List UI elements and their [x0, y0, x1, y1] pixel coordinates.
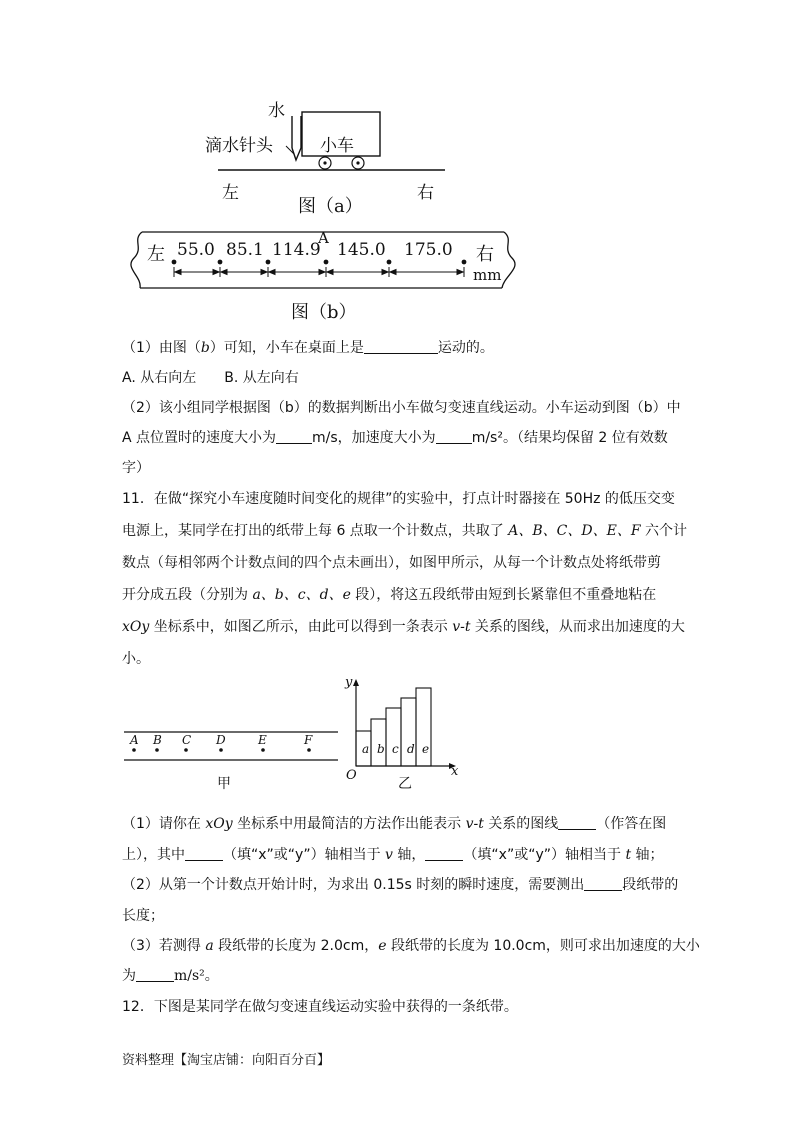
- q11-sub2-line1: （2）从第一个计数点开始计时，为求出 0.15s 时刻的瞬时速度，需要测出 段纸带的: [122, 877, 679, 893]
- tape-point-a-label: A: [318, 229, 329, 247]
- tape-value-4: 145.0: [337, 240, 386, 260]
- tape-point-c: C: [182, 733, 192, 747]
- q11-line4: 开分成五段（分别为 a、b、c、d、e 段），将这五段纸带由短到长紧靠但不重叠地粘在: [122, 587, 657, 603]
- q11-blank-segment[interactable]: [584, 876, 622, 891]
- q12-line1: 12．下图是某同学在做匀变速直线运动实验中获得的一条纸带。: [122, 999, 518, 1015]
- tape-value-2: 85.1: [226, 240, 264, 260]
- car-label: 小车: [320, 136, 354, 156]
- graph-y-label: y: [345, 675, 353, 690]
- q11-blank-v-axis[interactable]: [185, 846, 223, 861]
- segment-label-c: c: [392, 742, 399, 756]
- q11-sub3-line1: （3）若测得 a 段纸带的长度为 2.0cm，e 段纸带的长度为 10.0cm，则可求出加速度的大小: [122, 938, 700, 954]
- tape-jia-caption: 甲: [217, 776, 231, 792]
- q11-sub2-line2: 长度；: [122, 908, 164, 924]
- right-label: 右: [417, 183, 434, 203]
- q11-sub1-line2: 上），其中 （填“x”或“y”）轴相当于 v 轴， （填“x”或“y”）轴相当于 t 轴；: [122, 847, 664, 863]
- tape-point-a: A: [130, 733, 139, 747]
- q10-option-b: B. 从左向右: [224, 370, 299, 386]
- tape-value-5: 175.0: [404, 240, 453, 260]
- tape-right-label: 右: [476, 244, 494, 265]
- q10-blank-velocity[interactable]: [276, 429, 312, 444]
- q11-sub3-line2: 为 m/s²。: [122, 968, 219, 984]
- tape-value-3: 114.9: [272, 240, 321, 260]
- needle-label: 滴水针头: [205, 136, 273, 156]
- segment-label-e: e: [422, 742, 430, 756]
- q11-blank-acceleration[interactable]: [136, 967, 174, 982]
- graph-yi-caption: 乙: [398, 776, 412, 792]
- q10-option-a: A. 从右向左: [122, 370, 197, 386]
- q10-part2-line3: 字）: [122, 460, 150, 476]
- graph-x-label: x: [451, 764, 459, 779]
- segment-label-a: a: [362, 742, 370, 756]
- q10-part2-line1: （2）该小组同学根据图（b）的数据判断出小车做匀变速直线运动。小车运动到图（b）中: [122, 400, 681, 416]
- page-footer: 资料整理【淘宝店铺：向阳百分百】: [122, 1053, 331, 1068]
- q11-sub1-line1: （1）请你在 xOy 坐标系中用最简洁的方法作出能表示 v-t 关系的图线 （作答在图: [122, 816, 667, 832]
- q11-line2: 电源上，某同学在打出的纸带上每 6 点取一个计数点，共取了 A、B、C、D、E、F 六个计: [122, 523, 687, 539]
- q10-options: [122, 368, 682, 388]
- q11-blank-graph-line[interactable]: [558, 815, 596, 830]
- segment-label-b: b: [377, 742, 385, 756]
- q11-blank-t-axis[interactable]: [425, 846, 463, 861]
- q10-part2-line2: A 点位置时的速度大小为 m/s，加速度大小为 m/s²。（结果均保留 2 位有效数: [122, 430, 668, 446]
- tape-unit-label: mm: [473, 266, 502, 284]
- tape-point-d: D: [216, 733, 226, 747]
- tape-value-1: 55.0: [177, 240, 215, 260]
- left-label: 左: [222, 183, 239, 203]
- q11-line6: 小。: [122, 651, 150, 667]
- q11-line3: 数点（每相邻两个计数点间的四个点未画出），如图甲所示，从每一个计数点处将纸带剪: [122, 555, 661, 571]
- water-label: 水: [268, 101, 285, 121]
- tape-point-f: F: [304, 733, 313, 747]
- q10-blank-acceleration[interactable]: [436, 429, 472, 444]
- q11-line5: xOy 坐标系中，如图乙所示，由此可以得到一条表示 v-t 关系的图线，从而求出加速度的大: [122, 619, 685, 635]
- tape-point-b: B: [153, 733, 162, 747]
- q11-line1: 11．在做“探究小车速度随时间变化的规律”的实验中，打点计时器接在 50Hz 的低压交变: [122, 491, 675, 507]
- figure-a-caption: 图（a）: [298, 196, 363, 217]
- q10-blank-direction[interactable]: [364, 339, 438, 354]
- q10-part1: （1）由图（b）可知，小车在桌面上是 运动的。: [122, 340, 494, 356]
- tape-point-e: E: [258, 733, 267, 747]
- segment-graph: [338, 676, 468, 788]
- figure-b-caption: 图（b）: [291, 302, 357, 323]
- graph-origin-label: O: [346, 768, 357, 783]
- segment-label-d: d: [407, 742, 415, 756]
- tape-left-label: 左: [147, 244, 165, 265]
